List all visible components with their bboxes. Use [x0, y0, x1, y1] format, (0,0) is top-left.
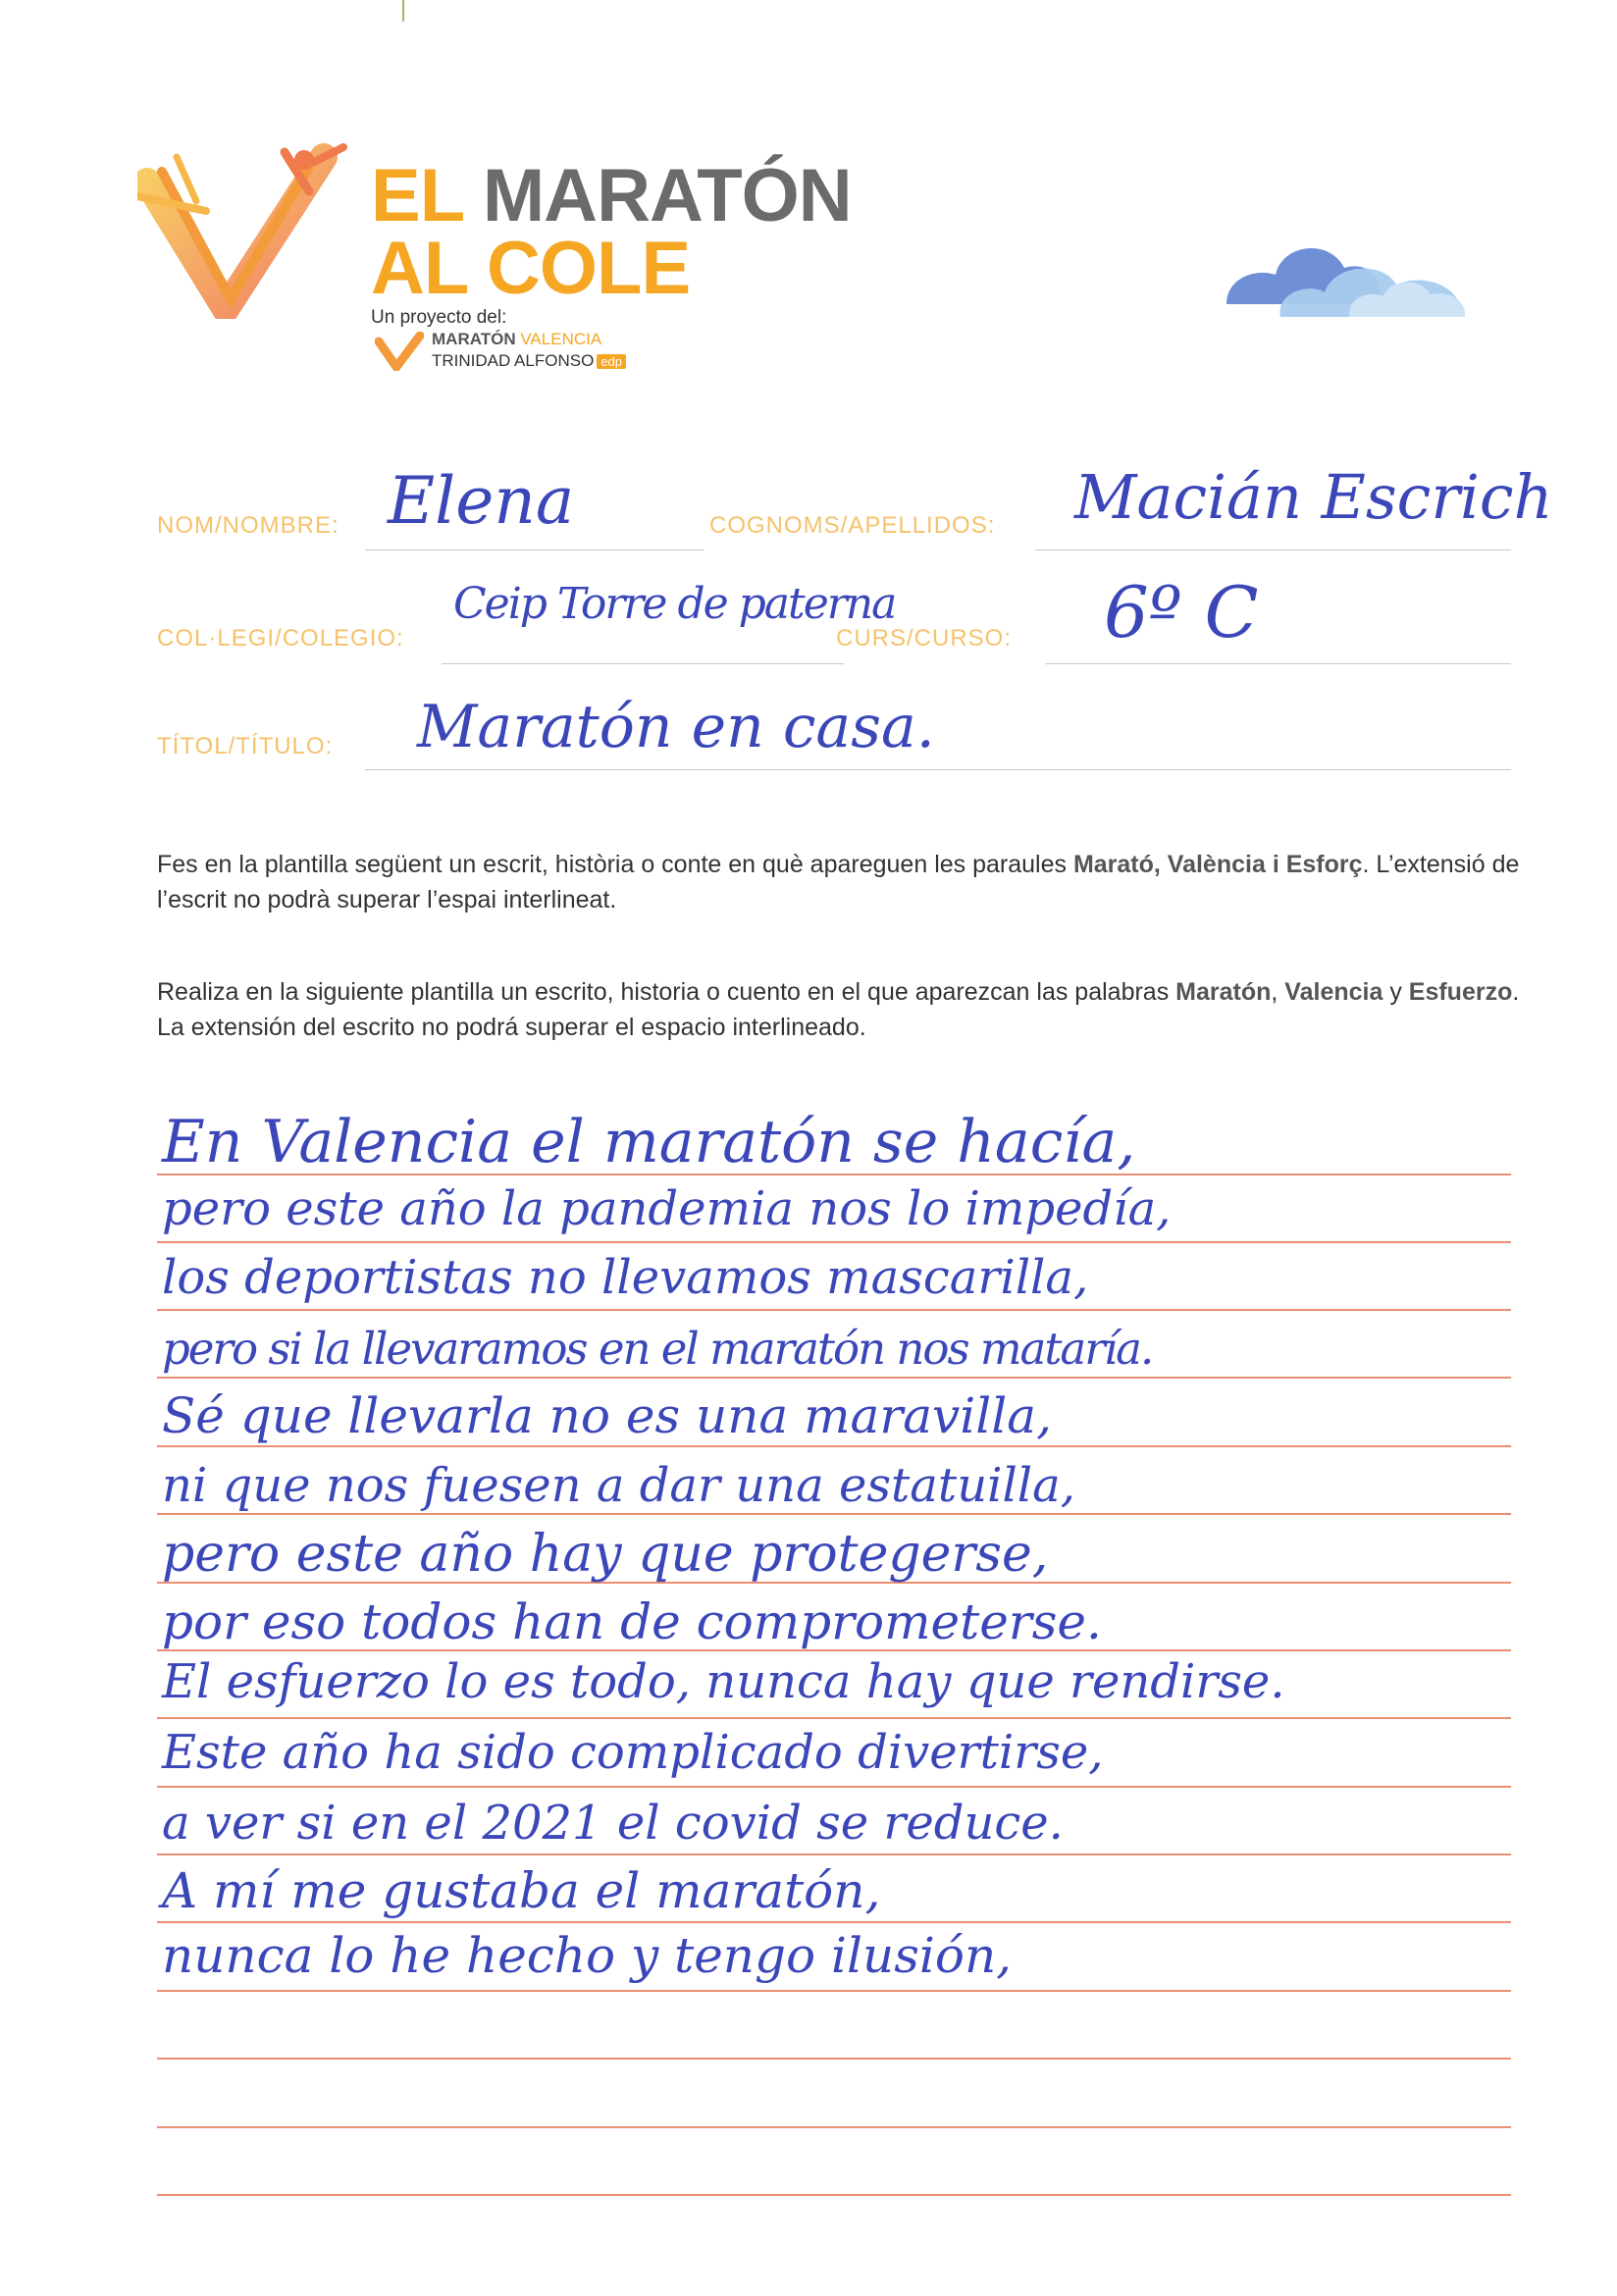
instr-val-word2: i Esforç — [1272, 851, 1363, 878]
apellidos-label: COGNOMS/APELLIDOS: — [709, 512, 996, 539]
ruled-line — [157, 1445, 1511, 1447]
ruled-line — [157, 1309, 1511, 1311]
writing-line: ni que nos fuesen a dar una estatuilla, — [162, 1458, 1076, 1513]
logo-word-maraton: MARATÓN — [482, 154, 852, 237]
instr-val-text3: . L’extensió de l’escrit no podrà superar l’espai interlineat. — [157, 851, 1520, 913]
clouds-icon — [1222, 224, 1472, 322]
sponsor-trinidad-alfonso: TRINIDAD ALFONSO — [432, 351, 595, 370]
curso-label: CURS/CURSO: — [836, 625, 1013, 652]
writing-line: El esfuerzo lo es todo, nunca hay que rendirse. — [162, 1654, 1285, 1709]
instr-es-text2: . La extensión del escrito no podrá superar el espacio interlineado. — [157, 978, 1520, 1041]
instr-es-sep2: y — [1382, 978, 1409, 1006]
ruled-line — [157, 1717, 1511, 1719]
colegio-value: Ceip Torre de paterna — [453, 579, 896, 629]
writing-line: En Valencia el maratón se hacía, — [162, 1108, 1136, 1176]
ruled-line — [157, 1377, 1511, 1379]
maraton-al-cole-logo-icon — [137, 142, 348, 319]
nombre-line — [365, 549, 704, 550]
instr-val-text1: Fes en la plantilla següent un escrit, història o conte en què apareguen les paraules — [157, 851, 1073, 878]
instr-es-word2: Valencia — [1284, 978, 1383, 1006]
colegio-line — [442, 663, 844, 664]
instr-val-word1: Marató, València — [1072, 851, 1266, 878]
curso-line — [1045, 663, 1511, 664]
instr-val-text2 — [1266, 851, 1273, 878]
apellidos-line — [1035, 549, 1511, 550]
instructions-valencian — [157, 847, 1531, 917]
apellidos-value: Macián Escrich — [1074, 461, 1553, 533]
curso-value: 6º C — [1104, 571, 1259, 653]
maraton-valencia-logo-icon — [375, 332, 424, 371]
scan-mark — [402, 0, 404, 22]
ruled-line — [157, 1786, 1511, 1788]
ruled-line — [157, 1513, 1511, 1515]
writing-line: pero este año la pandemia nos lo impedía, — [162, 1181, 1172, 1236]
colegio-label: COL·LEGI/COLEGIO: — [157, 625, 404, 652]
writing-line: los deportistas no llevamos mascarilla, — [162, 1250, 1089, 1305]
project-of-label: Un proyecto del: — [371, 307, 507, 328]
writing-line: A mí me gustaba el maratón, — [162, 1862, 881, 1919]
ruled-line — [157, 2058, 1511, 2060]
writing-line: nunca lo he hecho y tengo ilusión, — [162, 1927, 1013, 1984]
logo-word-el: EL — [371, 154, 463, 237]
edp-badge: edp — [597, 354, 626, 369]
instr-es-word3: Esfuerzo — [1408, 978, 1513, 1006]
writing-line: a ver si en el 2021 el covid se reduce. — [162, 1796, 1064, 1851]
ruled-line — [157, 1853, 1511, 1855]
instr-es-text1: Realiza en la siguiente plantilla un escrito, historia o cuento en el que aparezcan las palabras — [157, 978, 1176, 1006]
titulo-line — [365, 769, 1511, 770]
nombre-label: NOM/NOMBRE: — [157, 512, 339, 539]
sponsor-line2 — [432, 351, 626, 371]
writing-line: Este año ha sido complicado divertirse, — [162, 1725, 1104, 1780]
instr-es-sep1: , — [1271, 978, 1285, 1006]
writing-line: Sé que llevarla no es una maravilla, — [162, 1387, 1052, 1444]
writing-line: pero si la llevaramos en el maratón nos mataría. — [162, 1323, 1153, 1375]
sponsor-valencia: VALENCIA — [520, 330, 602, 348]
ruled-line — [157, 2194, 1511, 2196]
ruled-line — [157, 1241, 1511, 1243]
writing-line: pero este año hay que protegerse, — [162, 1525, 1049, 1584]
logo-word-al-cole: AL COLE — [371, 227, 691, 310]
titulo-value: Maratón en casa. — [417, 693, 935, 761]
writing-line: por eso todos han de comprometerse. — [162, 1593, 1102, 1650]
instr-es-word1: Maratón — [1175, 978, 1272, 1006]
logo-title-line1 — [371, 154, 852, 237]
sponsor-maraton: MARATÓN — [432, 330, 516, 348]
nombre-value: Elena — [388, 463, 575, 539]
sponsor-line1 — [432, 330, 601, 349]
ruled-line — [157, 2126, 1511, 2128]
instructions-spanish — [157, 974, 1531, 1045]
titulo-label: TÍTOL/TÍTULO: — [157, 733, 334, 759]
ruled-line — [157, 1921, 1511, 1923]
ruled-line — [157, 1990, 1511, 1992]
